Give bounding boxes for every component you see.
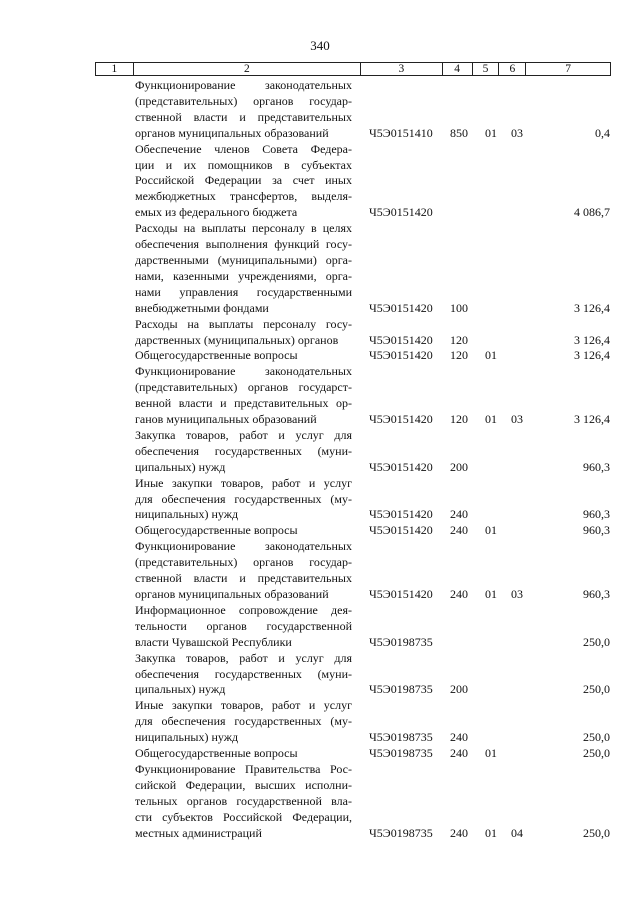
row-target-code: Ч5Э0198735 [369, 682, 433, 697]
row-description [135, 221, 352, 316]
row-description [135, 698, 352, 746]
description-line: ципальных) нужд [135, 459, 226, 474]
description-line: Общегосударственные вопросы [135, 523, 298, 538]
row-target-code: Ч5Э0151420 [369, 587, 433, 601]
description-line: тельности органов государственной [135, 618, 352, 633]
row-expense-type: 240 [450, 746, 468, 761]
row-amount: 3 126,4 [574, 332, 610, 347]
row-expense-type: 120 [450, 332, 468, 347]
description-line: Закупка товаров, работ и услуг для [135, 650, 352, 665]
row-target-code: Ч5Э0151420 [369, 459, 433, 474]
row-expense-type: 100 [450, 300, 468, 315]
header-col-6: 6 [499, 63, 526, 75]
table-row [0, 603, 640, 651]
row-description [135, 523, 352, 539]
table-header-row [95, 62, 611, 76]
description-line: Иные закупки товаров, работ и услуг [135, 475, 352, 490]
table-row [0, 523, 640, 539]
row-description [135, 539, 352, 603]
description-line: сийской Федерации, высших исполни- [135, 777, 352, 792]
row-target-code: Ч5Э0151420 [369, 205, 433, 220]
row-subsection: 03 [511, 412, 523, 427]
row-target-code: Ч5Э0151420 [369, 507, 433, 522]
description-line: ниципальных) нужд [135, 507, 239, 522]
table-row [0, 78, 640, 142]
description-line: Иные закупки товаров, работ и услуг [135, 698, 352, 713]
description-line: емых из федерального бюджета [135, 205, 298, 220]
row-description [135, 762, 352, 842]
description-line: органов муниципальных образований [135, 587, 329, 601]
description-line: Общегосударственные вопросы [135, 746, 298, 761]
row-expense-type: 120 [450, 348, 468, 363]
description-line: Функционирование Правительства Рос- [135, 761, 352, 776]
description-line: дарственными (муниципальными) орга- [135, 252, 352, 267]
table-row [0, 221, 640, 316]
row-description [135, 142, 352, 222]
description-line: ственной власти и представительных [135, 571, 352, 586]
row-target-code: Ч5Э0198735 [369, 825, 433, 840]
row-target-code: Ч5Э0151420 [369, 300, 433, 315]
table-row [0, 142, 640, 222]
row-description [135, 476, 352, 524]
description-line: Расходы на выплаты персоналу в целях [135, 221, 352, 236]
row-expense-type: 240 [450, 587, 468, 601]
description-line: (представительных) органов государ- [135, 93, 352, 108]
description-line: органов муниципальных образований [135, 125, 329, 140]
row-section: 01 [485, 587, 497, 601]
description-line: (представительных) органов государ- [135, 555, 352, 570]
row-description [135, 78, 352, 142]
row-expense-type: 120 [450, 412, 468, 427]
row-section: 01 [485, 746, 497, 761]
row-description [135, 746, 352, 762]
table-row [0, 428, 640, 476]
row-amount: 3 126,4 [574, 300, 610, 315]
row-target-code: Ч5Э0151420 [369, 348, 433, 363]
header-col-3: 3 [361, 63, 443, 75]
description-line: нами, казенными учреждениями, орга- [135, 268, 352, 283]
description-line: дарственных (муниципальных) органов [135, 332, 339, 347]
description-line: обеспечения государственных (муни- [135, 443, 352, 458]
row-section: 01 [485, 412, 497, 427]
row-target-code: Ч5Э0151420 [369, 523, 433, 538]
row-expense-type: 240 [450, 507, 468, 522]
row-target-code: Ч5Э0151420 [369, 332, 433, 347]
description-line: обеспечения выполнения функций госу- [135, 237, 352, 252]
table-row [0, 348, 640, 364]
description-line: ственной власти и представительных [135, 109, 352, 124]
description-line: сти субъектов Российской Федерации, [135, 809, 352, 824]
description-line: обеспечения государственных (муни- [135, 666, 352, 681]
description-line: Функционирование законодательных [135, 78, 352, 92]
row-subsection: 03 [511, 587, 523, 601]
row-section: 01 [485, 348, 497, 363]
description-line: для обеспечения государственных (му- [135, 491, 352, 506]
table-row [0, 476, 640, 524]
row-target-code: Ч5Э0198735 [369, 730, 433, 745]
description-line: ниципальных) нужд [135, 730, 239, 745]
description-line: Российской Федерации за счет иных [135, 173, 352, 188]
description-line: Расходы на выплаты персоналу госу- [135, 316, 352, 331]
description-line: тельных органов государственной вла- [135, 793, 352, 808]
description-line: (представительных) органов государст- [135, 380, 352, 395]
row-amount: 4 086,7 [574, 205, 610, 220]
row-amount: 250,0 [583, 746, 610, 761]
row-target-code: Ч5Э0198735 [369, 634, 433, 649]
row-description [135, 603, 352, 651]
description-line: Обеспечение членов Совета Федера- [135, 141, 352, 156]
row-expense-type: 240 [450, 523, 468, 538]
row-subsection: 04 [511, 825, 523, 840]
table-row [0, 651, 640, 699]
row-amount: 250,0 [583, 682, 610, 697]
row-amount: 250,0 [583, 730, 610, 745]
table-row [0, 364, 640, 428]
row-description [135, 428, 352, 476]
table-body [0, 78, 640, 842]
description-line: межбюджетных трансфертов, выделя- [135, 189, 352, 204]
description-line: внебюджетными фондами [135, 300, 269, 315]
description-line: для обеспечения государственных (му- [135, 714, 352, 729]
row-target-code: Ч5Э0198735 [369, 746, 433, 761]
row-amount: 960,3 [583, 587, 610, 601]
row-amount: 960,3 [583, 459, 610, 474]
row-description [135, 364, 352, 428]
row-amount: 960,3 [583, 523, 610, 538]
description-line: нами управления государственными [135, 284, 352, 299]
row-amount: 250,0 [583, 825, 610, 840]
row-expense-type: 200 [450, 682, 468, 697]
table-row [0, 539, 640, 603]
row-expense-type: 200 [450, 459, 468, 474]
row-section: 01 [485, 523, 497, 538]
row-description [135, 348, 352, 364]
description-line: Информационное сопровождение дея- [135, 602, 352, 617]
description-line: местных администраций [135, 825, 262, 840]
row-amount: 3 126,4 [574, 348, 610, 363]
row-section: 01 [485, 825, 497, 840]
description-line: Общегосударственные вопросы [135, 348, 298, 363]
row-description [135, 317, 352, 349]
description-line: ганов муниципальных образований [135, 412, 317, 427]
page-number: 340 [310, 38, 330, 53]
header-col-5: 5 [473, 63, 500, 75]
table-row [0, 317, 640, 349]
description-line: Функционирование законодательных [135, 364, 352, 379]
header-col-4: 4 [443, 63, 473, 75]
description-line: ции и их помощников в субъектах [135, 157, 352, 172]
table-row [0, 746, 640, 762]
row-subsection: 03 [511, 125, 523, 140]
table-row [0, 698, 640, 746]
row-target-code: Ч5Э0151420 [369, 412, 433, 427]
description-line: Закупка товаров, работ и услуг для [135, 427, 352, 442]
description-line: венной власти и представительных ор- [135, 396, 352, 411]
row-amount: 0,4 [595, 125, 610, 140]
row-expense-type: 240 [450, 825, 468, 840]
row-description [135, 651, 352, 699]
description-line: власти Чувашской Республики [135, 634, 292, 649]
row-amount: 3 126,4 [574, 412, 610, 427]
description-line: ципальных) нужд [135, 682, 226, 697]
table-row [0, 762, 640, 842]
row-expense-type: 850 [450, 125, 468, 140]
header-col-7: 7 [565, 63, 572, 75]
header-col-2: 2 [134, 63, 361, 75]
header-col-1: 1 [96, 63, 134, 75]
row-section: 01 [485, 125, 497, 140]
description-line: Функционирование законодательных [135, 539, 352, 554]
row-amount: 960,3 [583, 507, 610, 522]
row-amount: 250,0 [583, 634, 610, 649]
row-expense-type: 240 [450, 730, 468, 745]
row-target-code: Ч5Э0151410 [369, 125, 433, 140]
